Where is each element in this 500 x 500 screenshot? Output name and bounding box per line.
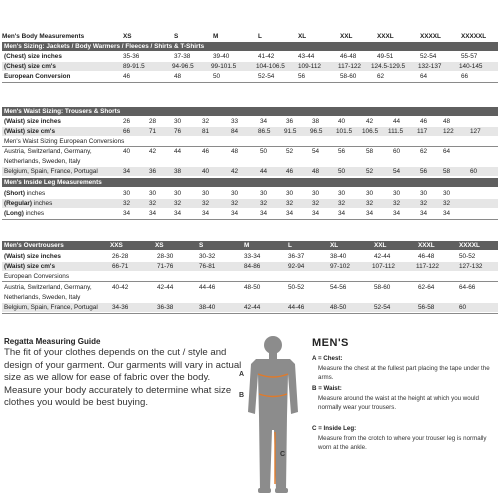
divider [2,82,498,83]
guide-title: Regatta Measuring Guide [4,337,101,346]
size-header-row [2,32,498,41]
mens-title: MEN'S [312,337,349,349]
figure-label-a: A [239,371,245,378]
divider [2,281,498,282]
table-row: Belgium, Spain, France, Portugal 34-36 36-38 38-40 42-44 44-46 48-50 52-54 56-58 60 [2,303,498,312]
size-label: XXL [340,33,353,40]
inside-leg-heading: C = Inside Leg: [312,425,357,432]
table-row: (Waist) size cm's 66 71 76 81 84 86.5 91.5 96.5 101.5 106.5 111.5 117 122 127 [2,127,498,136]
section-header-overtrousers: Men's Overtrousers XXS XS S M L XL XXL XXXL XXXXL [2,241,498,250]
section-header-inside-leg: Men's Inside Leg Measurements [2,178,498,187]
size-label: S [174,33,179,40]
table-row: (Waist) size inches 26-28 28-30 30-32 33-34 36-37 38-40 42-44 46-48 50-52 [4,253,476,260]
size-label: XXXL [377,33,394,40]
table-row: (Chest) size inches 35-36 37-38 39-40 41-42 43-44 46-48 49-51 52-54 55-57 [4,53,478,60]
divider [2,313,498,314]
section-header-jackets: Men's Sizing: Jackets / Body Warmers / Fleeces / Shirts & T-Shirts [2,42,498,51]
table-row: Belgium, Spain, France, Portugal 34 36 38 40 42 44 46 48 50 52 54 56 58 60 [2,167,498,176]
table-row: Netherlands, Sweden, Italy [4,294,81,301]
inside-leg-text: Measure from the crotch to where your trouser leg is normally worn at the ankle. [318,435,487,451]
figure-label-b: B [239,392,245,399]
table-row: (Short) inches 30 30 30 30 30 30 30 30 30 30 30 30 30 [4,190,451,197]
table-row: European Conversion 46 48 50 52-54 56 58-60 62 64 66 [4,73,469,80]
section-header-waist: Men's Waist Sizing: Trousers & Shorts [2,107,498,116]
table-row: (Regular) inches 32 32 32 32 32 32 32 32 32 32 32 32 32 [2,199,498,208]
body-figure [238,334,308,496]
size-label: XXXXL [420,33,441,40]
size-label: XL [298,33,307,40]
table-row: (Chest) size cm's 89-91.5 94-96.5 99-101.5 104-106.5 109-112 117-122 124.5-129.5 132-137 140-145 [2,62,498,71]
table-row: Men's Waist Sizing European Conversions [4,138,125,145]
divider [2,219,498,220]
size-label: XS [123,33,132,40]
table-row: Netherlands, Sweden, Italy [4,158,81,165]
table-row: Austria, Switzerland, Germany, 40-42 42-44 44-46 48-50 50-52 54-56 58-60 62-64 64-66 [4,284,476,291]
waist-text: Measure around the waist at the height at which you would normally wear your trousers. [318,395,479,411]
table-row: Austria, Switzerland, Germany, 40 42 44 46 48 50 52 54 56 58 60 62 64 [4,148,451,155]
chest-heading: A = Chest: [312,355,343,362]
size-label: M [213,33,219,40]
size-label: L [258,33,262,40]
table-row: (Long) inches 34 34 34 34 34 34 34 34 34 34 34 34 34 [4,210,451,217]
waist-heading: B = Waist: [312,385,342,392]
size-label: XXXXXL [461,33,487,40]
table-row: (Waist) size cm's 66-71 71-76 76-81 84-86 92-94 97-102 107-112 117-122 127-132 [2,262,498,271]
table-title: Men's Body Measurements [2,33,85,40]
chest-text: Measure the chest at the fullest part placing the tape under the arms. [318,365,490,381]
guide-text: The fit of your clothes depends on the cut / style and design of your garment. Our garments will vary in actual size as we allow for ease of fabric over the body. Measure your body accurately to determine what size clothes you would be best buying. [4,347,242,408]
table-row: (Waist) size inches 26 28 30 32 33 34 36 38 40 42 44 46 48 [4,118,451,125]
table-row: European Conversions [4,273,70,280]
figure-label-c: C [280,451,286,458]
